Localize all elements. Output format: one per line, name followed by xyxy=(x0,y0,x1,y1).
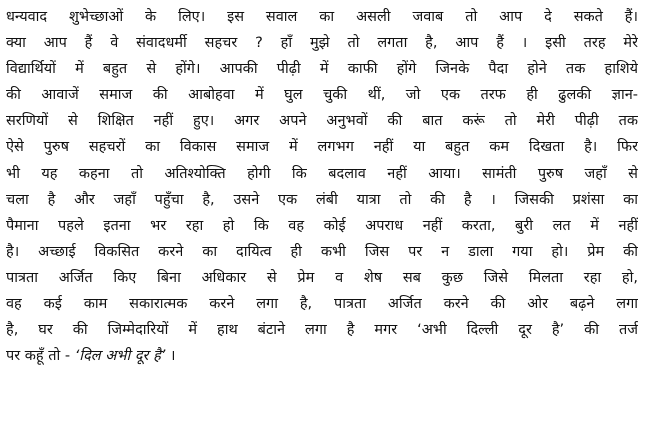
text-line: पात्रता अर्जित किए बिना अधिकार से प्रेम व शेष सब कुछ जिसे मिलता रहा हो, xyxy=(6,269,638,286)
last-line-prefix: पर कहूँ तो - xyxy=(6,348,75,365)
text-line-last xyxy=(6,343,638,369)
text-line: भी यह कहना तो अतिश्योक्ति होगी कि बदलाव नहीं आया। सामंती पुरुष जहाँ से xyxy=(6,165,638,182)
text-line: पैमाना पहले इतना भर रहा हो कि वह कोई अपराध नहीं करता, बुरी लत में नहीं xyxy=(6,217,638,234)
text-line: क्या आप हैं वे संवादधर्मी सहचर ? हाँ मुझे तो लगता है, आप हैं । इसी तरह मेरे xyxy=(6,35,638,52)
text-line: की आवाजें समाज की आबोहवा में घुल चुकी थीं, जो एक तरफ ही ढुलकी ज्ञान- xyxy=(6,87,638,104)
text-line: ऐसे पुरुष सहचरों का विकास समाज में लगभग नहीं या बहुत कम दिखता है। फिर xyxy=(6,139,638,156)
text-line: विद्यार्थियों में बहुत से होंगे। आपकी पीढ़ी में काफी होंगे जिनके पैदा होने तक हाशिये xyxy=(6,61,638,78)
last-line-suffix: । xyxy=(165,348,176,365)
text-line: वह कई काम सकारात्मक करने लगा है, पात्रता अर्जित करने की ओर बढ़ने लगा xyxy=(6,296,638,313)
text-line: चला है और जहाँ पहुँचा है, उसने एक लंबी यात्रा तो की है । जिसकी प्रशंसा का xyxy=(6,191,638,208)
italic-quote: ‘दिल अभी दूर है’ xyxy=(74,348,166,365)
text-line: है। अच्छाई विकसित करने का दायित्व ही कभी जिस पर न डाला गया हो। प्रेम की xyxy=(6,243,638,260)
text-line: सरणियों से शिक्षित नहीं हुए। अगर अपने अनुभवों की बात करूं तो मेरी पीढ़ी तक xyxy=(6,113,638,130)
text-line: है, घर की जिम्मेदारियों में हाथ बंटाने लगा है मगर ‘अभी दिल्ली दूर है’ की तर्ज xyxy=(6,322,638,339)
document-body xyxy=(6,4,638,369)
text-line: धन्यवाद शुभेच्छाओं के लिए। इस सवाल का असली जवाब तो आप दे सकते हैं। xyxy=(6,9,638,25)
